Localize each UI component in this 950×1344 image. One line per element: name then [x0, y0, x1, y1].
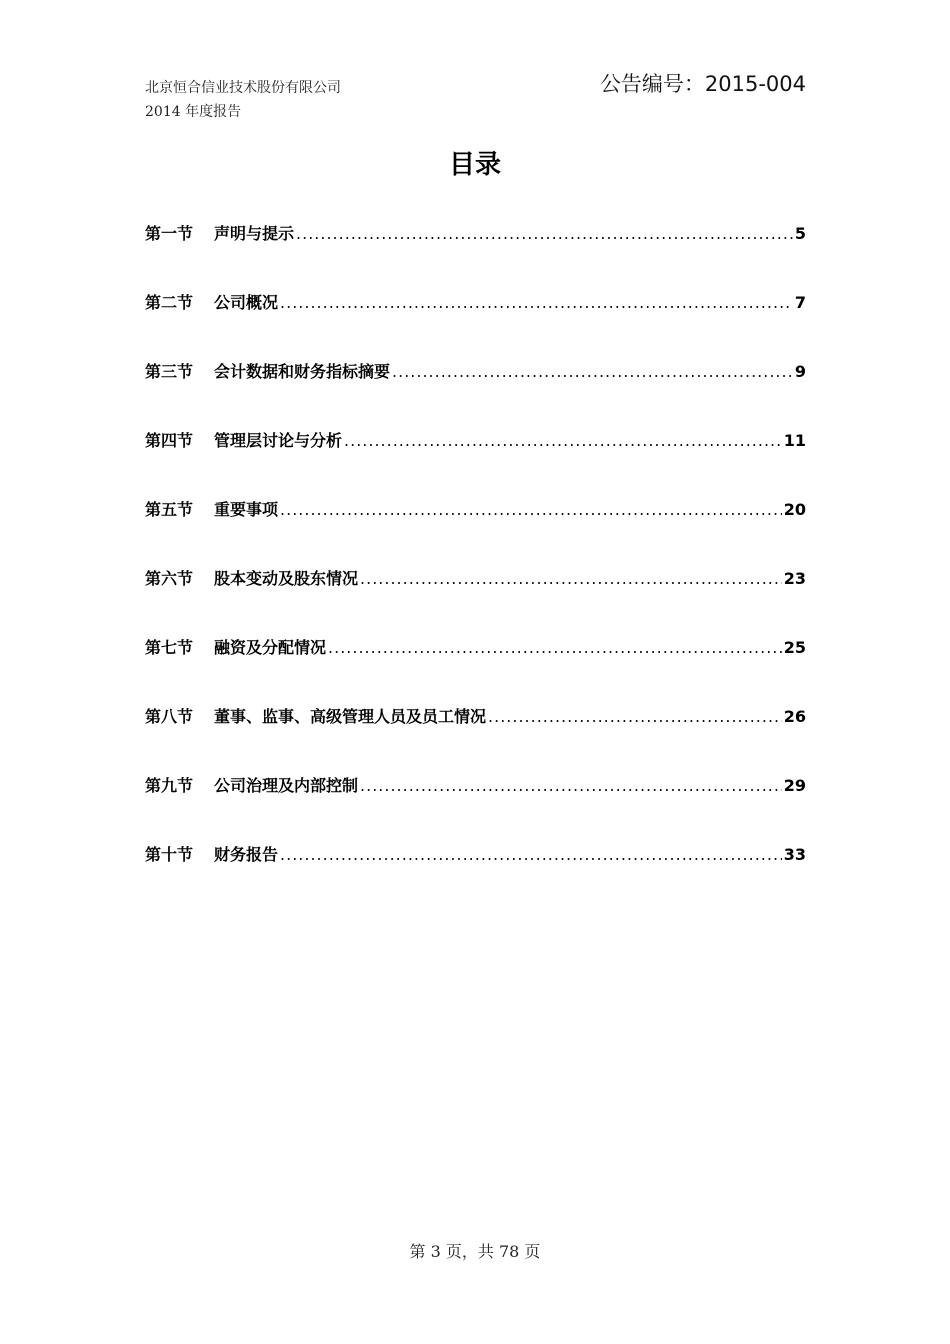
toc-leader-dots: [344, 429, 782, 453]
toc-section-title: 财务报告: [214, 845, 279, 864]
toc-section-title: 融资及分配情况: [214, 638, 327, 657]
toc-section-title: 声明与提示: [214, 224, 295, 243]
company-name: 北京恒合信业技术股份有限公司: [145, 80, 341, 96]
toc-leader-dots: [360, 774, 782, 798]
toc-leader-dots: [488, 705, 782, 729]
toc-leader-dots: [328, 636, 782, 660]
toc-section-number: 第一节: [145, 224, 194, 243]
toc-section-title: 股本变动及股东情况: [214, 569, 359, 588]
toc-section-number: 第二节: [145, 293, 194, 312]
toc-section-number: 第四节: [145, 431, 194, 450]
toc-entry-5[interactable]: [145, 498, 806, 567]
report-name: 2014 年度报告: [145, 104, 242, 120]
toc-leader-dots: [280, 498, 782, 522]
toc-section-title: 董事、监事、高级管理人员及员工情况: [214, 707, 487, 726]
toc-page-number: 33: [783, 845, 806, 864]
header-left: [145, 76, 341, 124]
toc-section-title: 重要事项: [214, 500, 279, 519]
toc-page-number: 23: [783, 569, 806, 588]
toc-section-number: 第三节: [145, 362, 194, 381]
toc-page-number: 5: [794, 224, 806, 243]
toc-page-number: 25: [783, 638, 806, 657]
toc-section-title: 管理层讨论与分析: [214, 431, 343, 450]
toc-section-number: 第八节: [145, 707, 194, 726]
toc-page-number: 26: [783, 707, 806, 726]
page-footer: 第 3 页，共 78 页: [409, 1242, 541, 1261]
toc-entry-10[interactable]: [145, 843, 806, 912]
toc-page-number: 29: [783, 776, 806, 795]
toc-section-number: 第十节: [145, 845, 194, 864]
toc-leader-dots: [296, 222, 793, 246]
toc-entry-8[interactable]: [145, 705, 806, 774]
toc-leader-dots: [280, 291, 793, 315]
notice-number: 公告编号：2015-004: [599, 72, 806, 96]
toc-page-number: 7: [794, 293, 806, 312]
toc-section-number: 第六节: [145, 569, 194, 588]
toc-leader-dots: [392, 360, 793, 384]
toc-section-number: 第九节: [145, 776, 194, 795]
toc-entry-4[interactable]: [145, 429, 806, 498]
toc-section-title: 会计数据和财务指标摘要: [214, 362, 391, 381]
toc-leader-dots: [360, 567, 782, 591]
toc-entry-7[interactable]: [145, 636, 806, 705]
toc-entry-6[interactable]: [145, 567, 806, 636]
toc-entry-9[interactable]: [145, 774, 806, 843]
toc-section-number: 第五节: [145, 500, 194, 519]
toc-page-number: 11: [783, 431, 806, 450]
toc-section-title: 公司概况: [214, 293, 279, 312]
toc-section-number: 第七节: [145, 638, 194, 657]
toc-page-number: 20: [783, 500, 806, 519]
toc-entry-3[interactable]: [145, 360, 806, 429]
toc-leader-dots: [280, 843, 782, 867]
page-title: 目录: [448, 150, 501, 180]
toc-entry-2[interactable]: [145, 291, 806, 360]
toc-entry-1[interactable]: [145, 222, 806, 291]
table-of-contents: [145, 222, 806, 912]
toc-section-title: 公司治理及内部控制: [214, 776, 359, 795]
toc-page-number: 9: [794, 362, 806, 381]
